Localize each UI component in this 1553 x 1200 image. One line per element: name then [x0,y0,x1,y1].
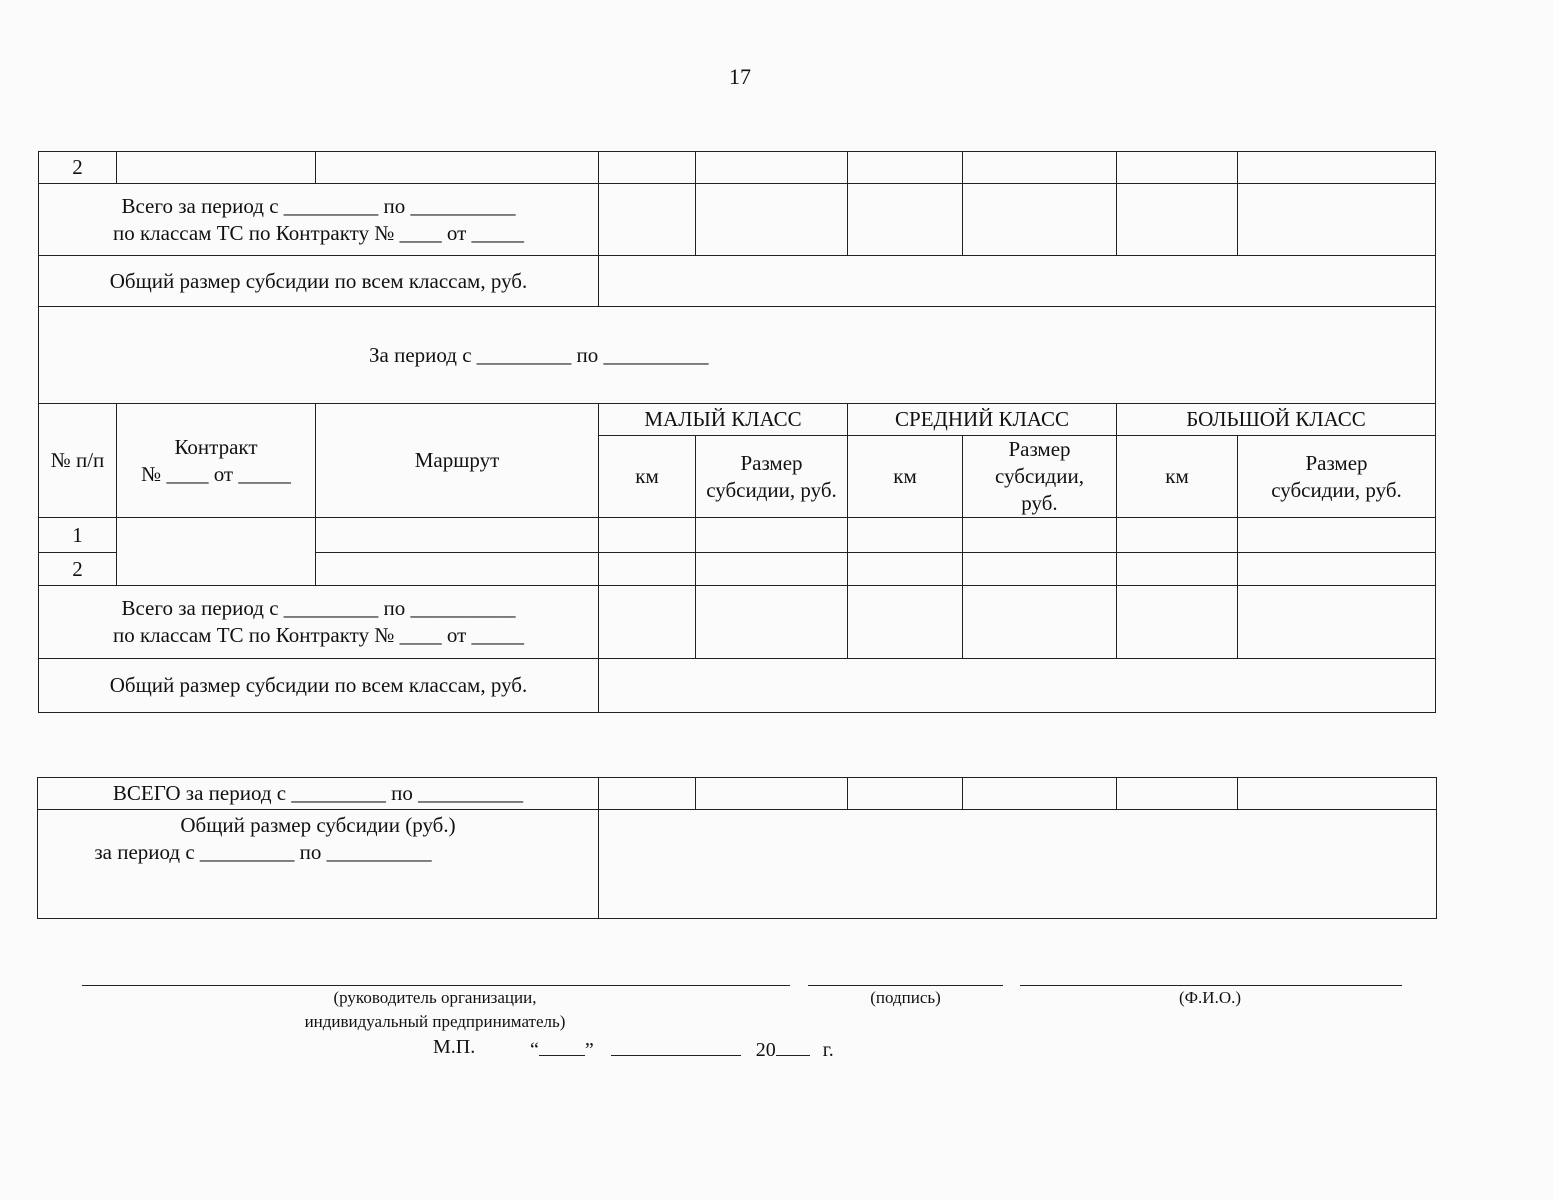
period-total-label: Всего за период с _________ по __________ по классам ТС по Контракту № ____ от _____ [39,184,599,256]
data-cell[interactable] [1238,518,1436,553]
grand-total-row [38,778,1437,810]
period-total-row [39,586,1436,659]
small-subsidy-cell[interactable] [696,152,848,184]
total-cell[interactable] [696,586,848,659]
total-cell[interactable] [696,184,848,256]
grand-subsidy-row [38,810,1437,919]
data-cell[interactable] [1238,553,1436,586]
total-cell[interactable] [848,184,963,256]
grand-subsidy-value-cell[interactable] [599,810,1437,919]
header-medium-class: СРЕДНИЙ КЛАСС [848,404,1117,436]
route-cell[interactable] [316,553,599,586]
date-field: “ ” 20 г. [530,1036,834,1062]
row-number-cell: 2 [39,553,117,586]
total-cell[interactable] [963,184,1117,256]
period-heading-row [39,307,1436,404]
total-cell[interactable] [599,184,696,256]
grand-total-cell[interactable] [696,778,848,810]
data-cell[interactable] [599,553,696,586]
header-km: км [848,436,963,518]
month-blank[interactable] [611,1036,741,1056]
header-route: Маршрут [316,404,599,518]
data-cell[interactable] [963,518,1117,553]
data-cell[interactable] [963,553,1117,586]
page-number: 17 [729,64,751,89]
overall-row [39,256,1436,307]
header-contract: Контракт № ____ от _____ [117,404,316,518]
data-cell[interactable] [1117,553,1238,586]
total-cell[interactable] [1117,586,1238,659]
row-number-cell: 2 [39,152,117,184]
grand-total-cell[interactable] [1238,778,1437,810]
grand-subsidy-label: Общий размер субсидии (руб.) за период с _________ по __________ [38,810,599,919]
data-cell[interactable] [848,553,963,586]
grand-total-cell[interactable] [848,778,963,810]
table-row [39,518,1436,553]
grand-total-cell[interactable] [599,778,696,810]
header-large-class: БОЛЬШОЙ КЛАСС [1117,404,1436,436]
day-blank[interactable] [539,1036,585,1056]
header-km: км [599,436,696,518]
name-caption: (Ф.И.О.) [1178,988,1242,1007]
header-subsidy: Размер субсидии, руб. [1238,436,1436,518]
header-subsidy: Размер субсидии, руб. [696,436,848,518]
grand-total-cell[interactable] [963,778,1117,810]
contract-cell[interactable] [117,152,316,184]
stamp-label: М.П. [433,1036,476,1058]
grand-total-label: ВСЕГО за период с _________ по __________ [38,778,599,810]
data-cell[interactable] [696,553,848,586]
total-cell[interactable] [963,586,1117,659]
overall-label: Общий размер субсидии по всем классам, руб. [39,256,599,307]
period-heading: За период с _________ по __________ [39,307,1436,404]
medium-km-cell[interactable] [848,152,963,184]
overall-row [39,659,1436,713]
route-cell[interactable] [316,518,599,553]
header-num: № п/п [39,404,117,518]
subsidy-table [38,151,1436,713]
signature-caption: (подпись) [870,988,941,1007]
year-blank[interactable] [776,1036,810,1056]
header-subsidy: Размер субсидии, руб. [963,436,1117,518]
data-cell[interactable] [696,518,848,553]
header-row [39,404,1436,436]
total-cell[interactable] [848,586,963,659]
row-number-cell: 1 [39,518,117,553]
overall-label: Общий размер субсидии по всем классам, руб. [39,659,599,713]
total-cell[interactable] [599,586,696,659]
header-small-class: МАЛЫЙ КЛАСС [599,404,848,436]
large-km-cell[interactable] [1117,152,1238,184]
total-cell[interactable] [1238,586,1436,659]
overall-value-cell[interactable] [599,256,1436,307]
total-cell[interactable] [1117,184,1238,256]
table-row [39,152,1436,184]
grand-total-cell[interactable] [1117,778,1238,810]
header-km: км [1117,436,1238,518]
data-cell[interactable] [1117,518,1238,553]
medium-subsidy-cell[interactable] [963,152,1117,184]
small-km-cell[interactable] [599,152,696,184]
large-subsidy-cell[interactable] [1238,152,1436,184]
period-total-label: Всего за период с _________ по __________ по классам ТС по Контракту № ____ от _____ [39,586,599,659]
data-cell[interactable] [599,518,696,553]
head-caption: (руководитель организации, индивидуальный предприниматель) [304,988,566,1031]
contract-cell[interactable] [117,518,316,586]
period-total-row [39,184,1436,256]
grand-total-table [37,777,1437,919]
route-cell[interactable] [316,152,599,184]
overall-value-cell[interactable] [599,659,1436,713]
data-cell[interactable] [848,518,963,553]
total-cell[interactable] [1238,184,1436,256]
